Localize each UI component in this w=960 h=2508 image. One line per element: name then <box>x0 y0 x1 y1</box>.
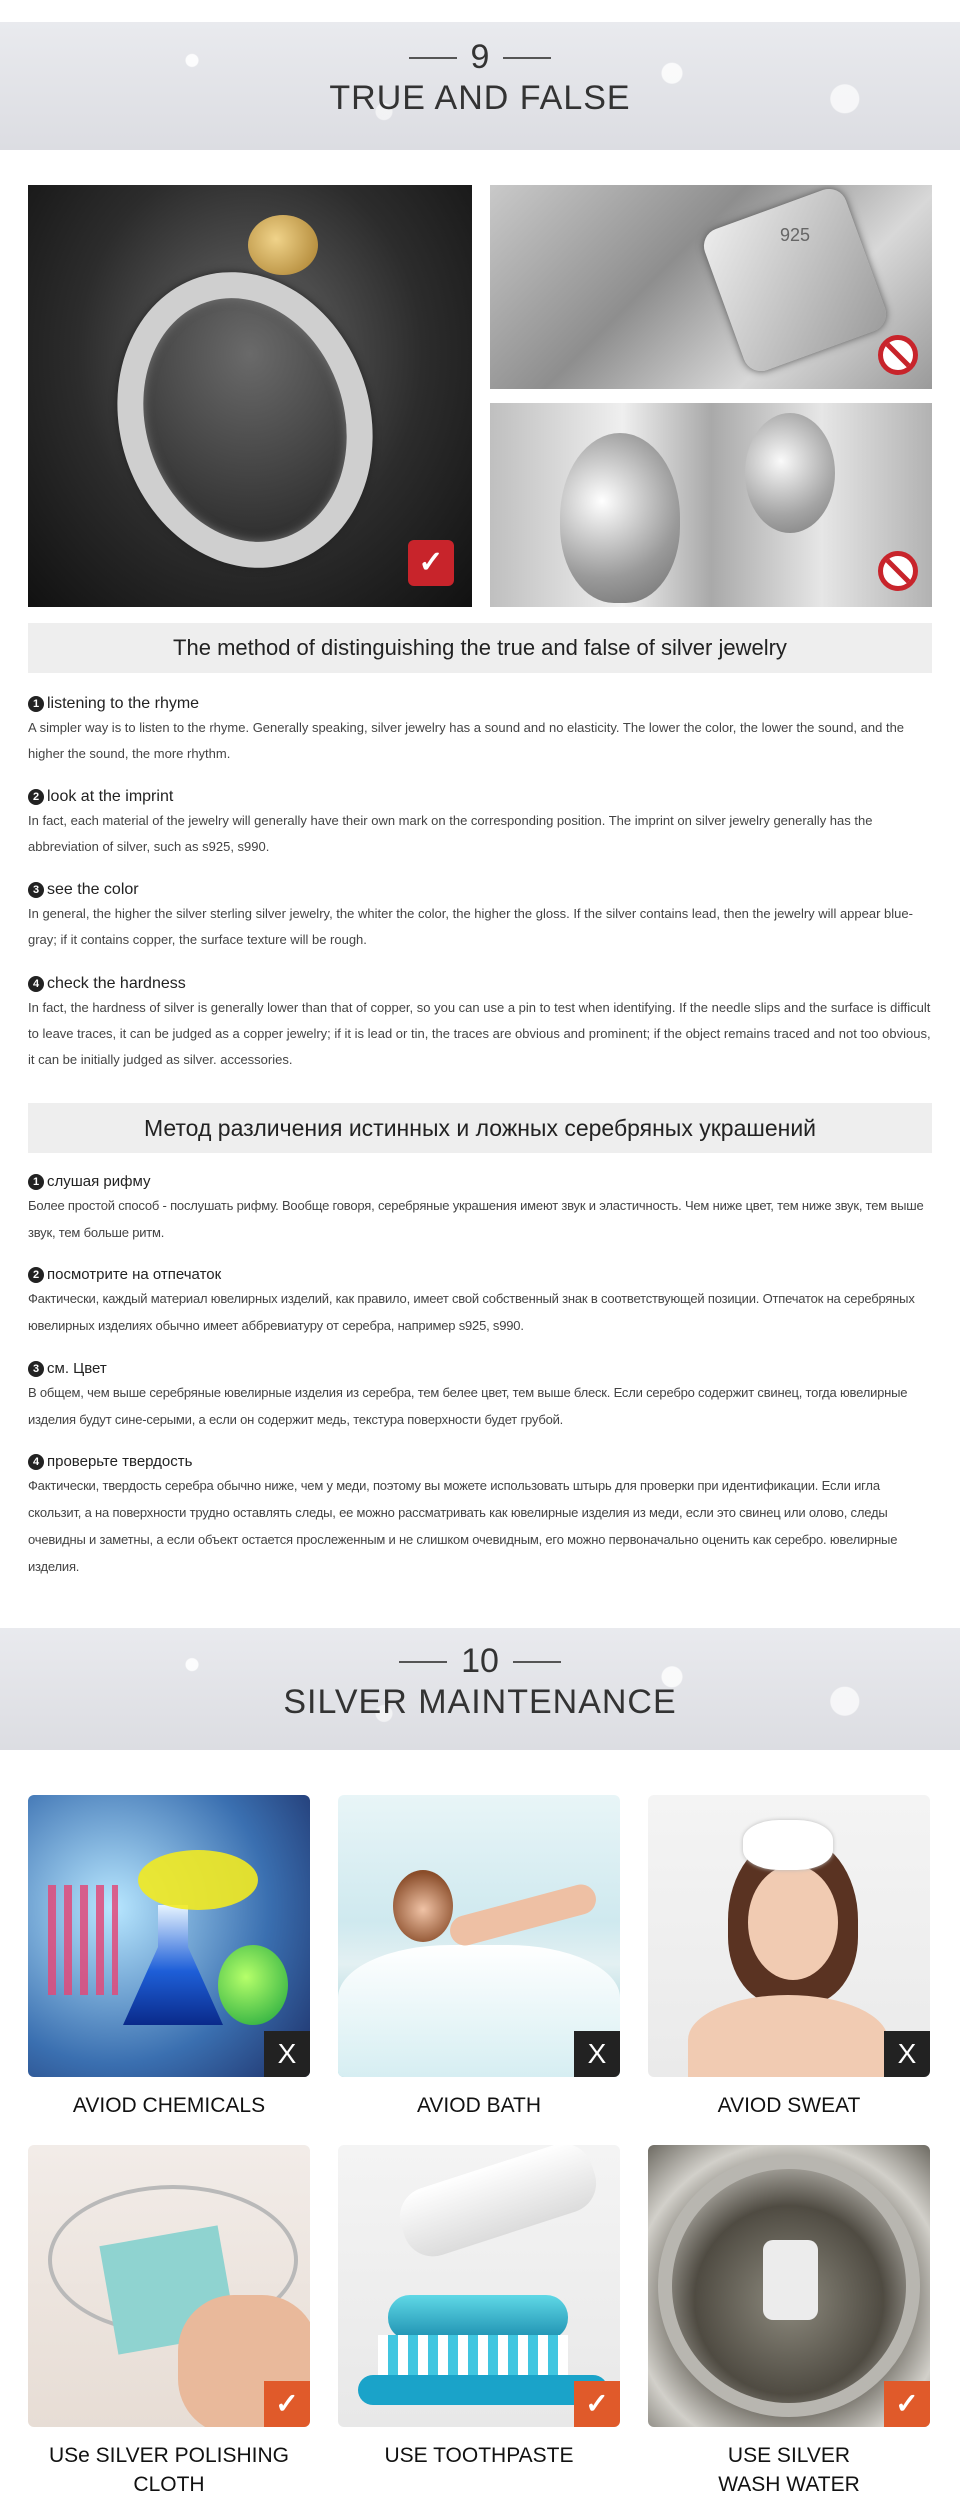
item-body: In fact, the hardness of silver is generally lower than that of copper, so you can use a pin to test when identifying. If the needle slips and the surface is difficult to leave traces, it can be judged as a copper jewelry; if it is lead or tin, the traces are obvious and prominent; if the object remains traced and not too obvious, it can be initially judged as silver. accessories. <box>28 1000 931 1067</box>
true-silver-ring-photo <box>28 185 472 607</box>
shoulders <box>688 1995 888 2077</box>
item-body: A simpler way is to listen to the rhyme. Generally speaking, silver jewelry has a sound and no elasticity. The lower the color, the lower the sound, and the higher the sound, the more rhythm. <box>28 720 905 761</box>
yellow-liquid <box>138 1850 258 1910</box>
maintenance-card-sweat <box>648 1795 930 2120</box>
item-title: see the color <box>47 881 139 898</box>
method-title-ru: Метод различения истинных и ложных серебряных украшений <box>28 1103 932 1153</box>
ring-shape <box>80 239 410 602</box>
check-icon: ✓ <box>264 2381 310 2427</box>
test-tubes-icon <box>48 1885 118 1995</box>
card-label: USE SILVER WASH WATER <box>718 2444 860 2496</box>
number-badge-icon: 4 <box>28 976 44 992</box>
woman-face <box>748 1865 838 1980</box>
wash-water-photo <box>648 2145 930 2427</box>
card-label: AVIOD SWEAT <box>717 2094 861 2117</box>
silver-piece <box>763 2240 818 2320</box>
header-divider-left <box>409 57 457 59</box>
section-title: TRUE AND FALSE <box>329 79 631 117</box>
number-badge-icon: 3 <box>28 1361 44 1377</box>
section-number: 10 <box>461 1642 499 1680</box>
maintenance-card-toothpaste <box>338 2145 620 2470</box>
number-badge-icon: 3 <box>28 882 44 898</box>
maintenance-card-bath <box>338 1795 620 2120</box>
header-divider-right <box>513 1661 561 1663</box>
item-title: слушая рифму <box>47 1173 151 1190</box>
section-10-header <box>0 1628 960 1750</box>
method-item-en-2 <box>28 788 934 860</box>
woman-head <box>393 1870 453 1942</box>
section-9-header <box>0 22 960 150</box>
card-label: AVIOD BATH <box>416 2094 542 2117</box>
header-divider-left <box>399 1661 447 1663</box>
item-body: Фактически, каждый материал ювелирных изделий, как правило, имеет свой собственный знак в соответствующей позиции. Отпечаток на серебряных ювелирных изделиях обычно имеет аббревиатуру от серебра, например s925, s990. <box>28 1291 915 1333</box>
number-badge-icon: 1 <box>28 696 44 712</box>
item-title: см. Цвет <box>47 1360 107 1377</box>
item-title: посмотрите на отпечаток <box>47 1266 222 1283</box>
arm <box>447 1881 600 1949</box>
toothbrush-handle <box>358 2375 608 2405</box>
method-item-ru-2 <box>28 1266 934 1339</box>
method-title-en: The method of distinguishing the true and false of silver jewelry <box>28 623 932 673</box>
sweat-photo <box>648 1795 930 2077</box>
number-badge-icon: 2 <box>28 1267 44 1283</box>
item-title: проверьте твердость <box>47 1453 193 1470</box>
method-item-ru-4 <box>28 1453 934 1580</box>
item-title: check the hardness <box>47 975 186 992</box>
method-item-ru-1 <box>28 1173 934 1246</box>
chemicals-photo <box>28 1795 310 2077</box>
prohibited-icon <box>878 335 918 375</box>
method-item-en-3 <box>28 881 934 953</box>
prohibited-icon <box>878 551 918 591</box>
header-divider-right <box>503 57 551 59</box>
item-title: look at the imprint <box>47 788 174 805</box>
card-label: USe SILVER POLISHING CLOTH <box>48 2444 290 2496</box>
stamp-text: 925 <box>780 225 811 245</box>
forbidden-x-icon: X <box>264 2031 310 2077</box>
flask-green-icon <box>218 1945 288 2025</box>
item-body: In fact, each material of the jewelry will generally have their own mark on the corresponding position. The imprint on silver jewelry generally has the abbreviation of silver, such as s925, s990. <box>28 813 873 854</box>
silver-drop-right <box>745 413 835 533</box>
towel <box>743 1820 833 1870</box>
toothpaste-photo <box>338 2145 620 2427</box>
toothbrush-bristles <box>378 2335 568 2375</box>
number-badge-icon: 4 <box>28 1454 44 1470</box>
toothpaste-tube <box>392 2145 604 2264</box>
method-item-en-1 <box>28 695 934 767</box>
method-item-en-4 <box>28 975 934 1073</box>
card-label: AVIOD CHEMICALS <box>72 2094 266 2117</box>
section-number: 9 <box>470 38 490 76</box>
silver-drop-left <box>560 433 680 603</box>
card-label: USE TOOTHPASTE <box>384 2444 574 2467</box>
item-title: listening to the rhyme <box>47 695 200 712</box>
item-body: Более простой способ - послушать рифму. Вообще говоря, серебряные украшения имеют звук и эластичность. Чем ниже цвет, тем ниже звук, тем выше звук, тем больше ритм. <box>28 1198 924 1240</box>
stamp-plate <box>699 185 891 376</box>
item-body: В общем, чем выше серебряные ювелирные изделия из серебра, тем белее цвет, тем выше блеск. Если серебро содержит свинец, тогда ювелирные изделия будут сине-серыми, а если он содержит медь, текстура поверхности будет грубой. <box>28 1385 908 1427</box>
snail-ornament <box>248 215 318 275</box>
fake-stamp-photo <box>490 185 932 389</box>
item-body: In general, the higher the silver sterling silver jewelry, the whiter the color, the higher the gloss. If the silver contains lead, then the jewelry will appear blue-gray; if it contains copper, the surface texture will be rough. <box>28 906 913 947</box>
forbidden-x-icon: X <box>884 2031 930 2077</box>
forbidden-x-icon: X <box>574 2031 620 2077</box>
method-item-ru-3 <box>28 1360 934 1433</box>
check-icon: ✓ <box>884 2381 930 2427</box>
fake-drops-photo <box>490 403 932 607</box>
flask-icon <box>123 1905 223 2025</box>
check-icon: ✓ <box>574 2381 620 2427</box>
maintenance-card-wash-water <box>648 2145 930 2499</box>
number-badge-icon: 2 <box>28 789 44 805</box>
maintenance-card-cloth <box>28 2145 310 2499</box>
bath-photo <box>338 1795 620 2077</box>
toothpaste-gel <box>388 2295 568 2340</box>
polishing-cloth-photo <box>28 2145 310 2427</box>
section-title: SILVER MAINTENANCE <box>283 1683 677 1721</box>
maintenance-card-chemicals <box>28 1795 310 2120</box>
number-badge-icon: 1 <box>28 1174 44 1190</box>
item-body: Фактически, твердость серебра обычно ниже, чем у меди, поэтому вы можете использовать штырь для проверки при идентификации. Если игла скользит, а на поверхности трудно оставлять следы, ее можно рассматривать как ювелирные изделия из меди, если это свинец или олово, следы очевидны и заметны, а если объект остается прослеженным и не слишком очевидным, его можно первоначально оценить как серебро. ювелирные изделия. <box>28 1478 898 1574</box>
check-badge-icon: ✓ <box>408 540 454 586</box>
